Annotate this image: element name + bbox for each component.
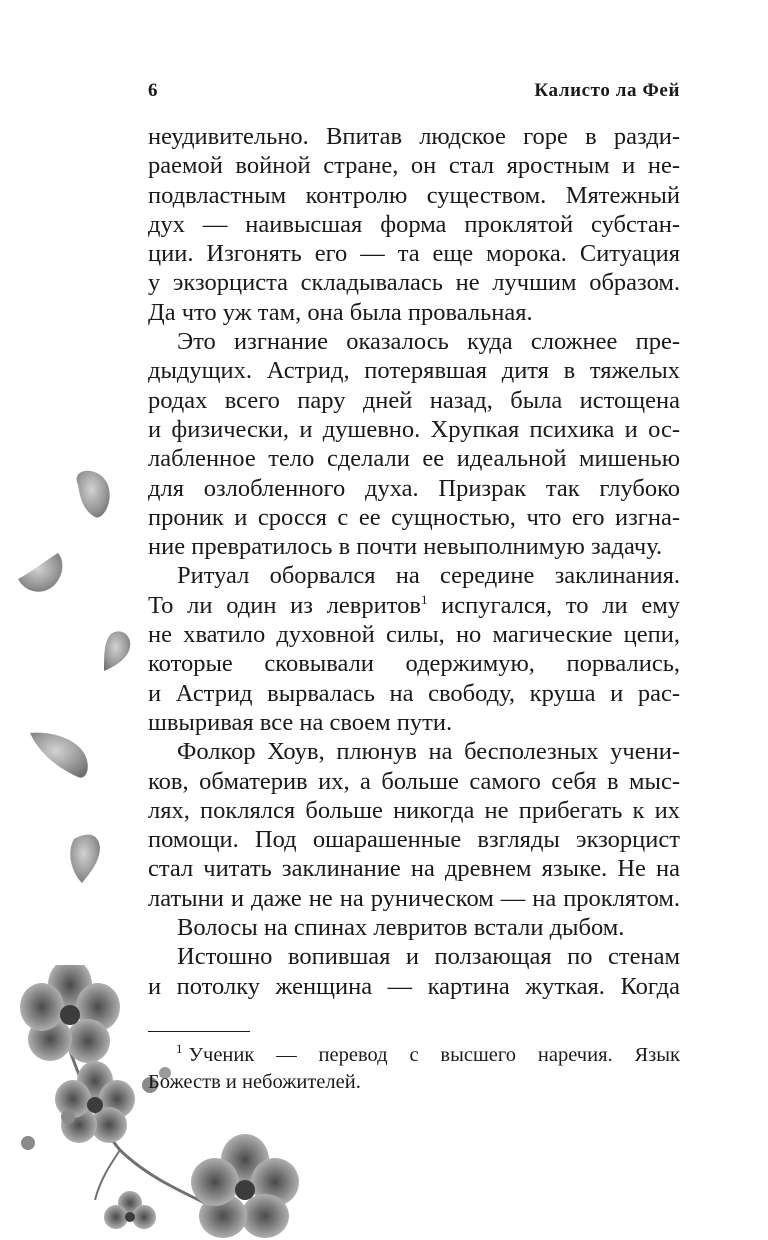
text-line: проник и сросся с ее сущностью, что его изгна- <box>148 503 680 531</box>
text-line: ков, обматерив их, а больше самого себя в мыс- <box>148 767 680 795</box>
footnote <box>148 1042 680 1096</box>
petal-2 <box>18 553 62 592</box>
text-line: для озлобленного духа. Призрак так глубоко <box>148 474 680 502</box>
petal-4 <box>30 733 88 778</box>
footnote-line: Божеств и небожителей. <box>148 1071 361 1093</box>
text-line: раемой войной стране, он стал яростным и не- <box>148 152 680 180</box>
flower-branch-decoration <box>0 965 360 1240</box>
running-title: Калисто ла Фей <box>534 80 680 101</box>
text-line: Истошно вопившая и ползающая по стенам <box>177 943 680 971</box>
text-line: латыни и даже не на руническом — на проклятом. <box>148 884 680 912</box>
text-line: лабленное тело сделали ее идеальной мишенью <box>148 445 680 473</box>
footnote-line <box>148 1042 680 1069</box>
text-line: Ритуал оборвался на середине заклинания. <box>177 562 680 590</box>
text-line: ции. Изгонять его — та еще морока. Ситуация <box>148 240 680 268</box>
footnote-reference[interactable]: 1 <box>420 591 428 607</box>
footnote-divider <box>148 1031 250 1032</box>
footnote-text: Ученик — перевод с высшего наречия. Язык <box>188 1044 680 1066</box>
page-header <box>148 80 680 108</box>
bud-1 <box>61 1110 75 1124</box>
text-line: подвластным контролю существом. Мятежный <box>148 181 680 209</box>
text-line: Это изгнание оказалось куда сложнее пре- <box>177 328 680 356</box>
petal-decoration <box>0 455 140 915</box>
text-line: Фолкор Хоув, плюнув на бесполезных учени- <box>177 738 680 766</box>
text-line: которые сковывали одержимую, порвались, <box>148 650 680 678</box>
text-line: швыривая все на своем пути. <box>148 708 453 736</box>
footnote-mark: 1 <box>176 1041 183 1057</box>
flower-2 <box>55 1061 135 1143</box>
text-line: у экзорциста складывалась не лучшим образом. <box>148 269 680 297</box>
text-line: неудивительно. Впитав людское горе в разди- <box>148 123 680 150</box>
text-line: родах всего пару дней назад, была истощена <box>148 386 680 414</box>
text-line: стал читать заклинание на древнем языке. Не на <box>148 855 680 883</box>
flower-4 <box>104 1191 156 1229</box>
flower-3 <box>191 1134 299 1238</box>
text-line: ние превратилось в почти невыполнимую задачу. <box>148 533 663 561</box>
text-line: и физически, и душевно. Хрупкая психика и ос- <box>148 415 680 443</box>
flower-1 <box>20 965 120 1063</box>
petal-5 <box>70 835 100 883</box>
bud-4 <box>21 1136 35 1150</box>
body-text <box>148 122 680 1001</box>
text-line: дух — наивысшая форма проклятой субстан- <box>148 210 680 238</box>
page-number: 6 <box>148 80 158 101</box>
text-line: помощи. Под ошарашенные взгляды экзорцист <box>148 826 680 854</box>
text-fragment: испугался, то ли ему <box>427 591 680 619</box>
petal-1 <box>77 471 110 518</box>
text-line: и Астрид вырвалась на свободу, круша и рас- <box>148 679 680 707</box>
text-line: и потолку женщина — картина жуткая. Когда <box>148 972 680 1000</box>
text-line: Да что уж там, она была провальная. <box>148 298 533 326</box>
text-line <box>148 591 680 620</box>
text-line: Волосы на спинах левритов встали дыбом. <box>177 914 625 942</box>
text-line: лях, поклялся больше никогда не прибегать к их <box>148 796 680 824</box>
text-line: не хватило духовной силы, но магические цепи, <box>148 621 680 649</box>
text-fragment: То ли один из левритов <box>148 591 421 619</box>
text-line: дыдущих. Астрид, потерявшая дитя в тяжелых <box>148 357 680 385</box>
petal-3 <box>104 631 130 671</box>
